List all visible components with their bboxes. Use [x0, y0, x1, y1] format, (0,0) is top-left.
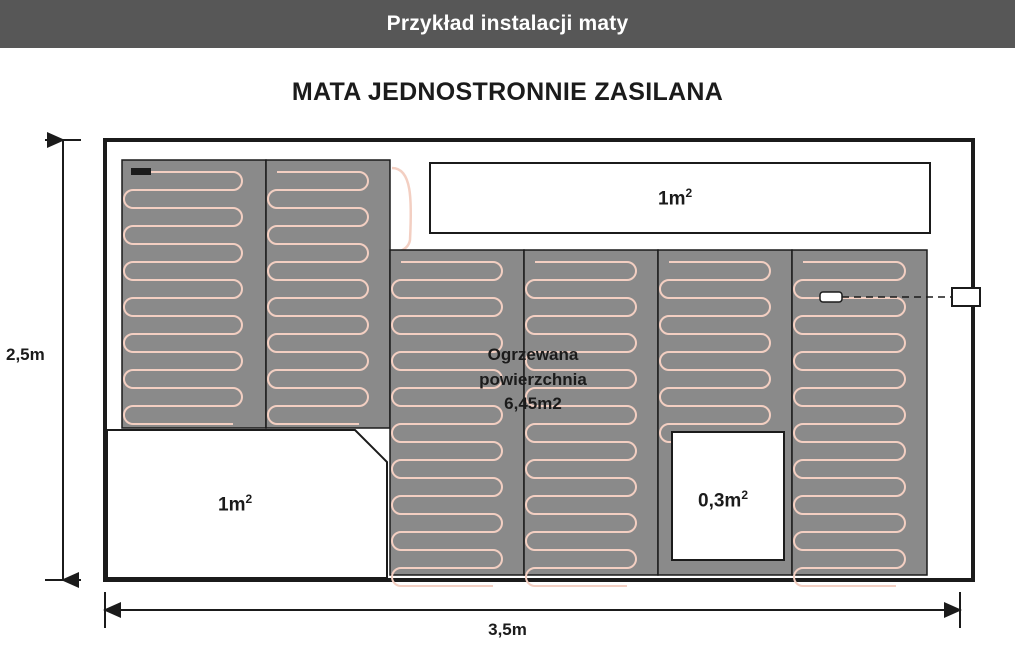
- top-right-free-area-sup: 2: [685, 186, 693, 200]
- bottom-middle-free-area-sup: 2: [741, 488, 748, 502]
- mat-connector-terminal: [131, 168, 151, 175]
- mat-panel-top-left-b: [266, 160, 390, 428]
- mat-panel-center-a: [390, 250, 524, 586]
- horizontal-dimension-label: 3,5m: [488, 620, 527, 639]
- mat-panel-right: [792, 250, 927, 586]
- bottom-left-free-area-sup: 2: [245, 492, 253, 506]
- diagram-title: MATA JEDNOSTRONNIE ZASILANA: [291, 78, 724, 106]
- top-right-free-area-label: [658, 186, 692, 210]
- vertical-dimension-label: 2,5m: [6, 345, 45, 364]
- banner-title: Przykład instalacji maty: [386, 12, 629, 35]
- mat-panel-center-b: [524, 250, 658, 586]
- heated-area-label: [398, 343, 668, 417]
- bottom-middle-free-area-value: 0,3m: [698, 490, 742, 512]
- heated-area-line1: Ogrzewana: [487, 345, 579, 364]
- bottom-middle-free-area-label: [698, 488, 748, 512]
- bottom-left-free-area-label: [218, 492, 252, 516]
- vertical-dimension: [45, 140, 81, 580]
- mat-panel-top-left-a: [122, 160, 266, 428]
- heated-area-line3: 6,45m2: [504, 394, 562, 414]
- bottom-left-free-area-value: 1m: [218, 494, 246, 516]
- heated-area-line2: powierzchnia: [479, 369, 587, 389]
- top-right-free-area-value: 1m: [658, 188, 686, 210]
